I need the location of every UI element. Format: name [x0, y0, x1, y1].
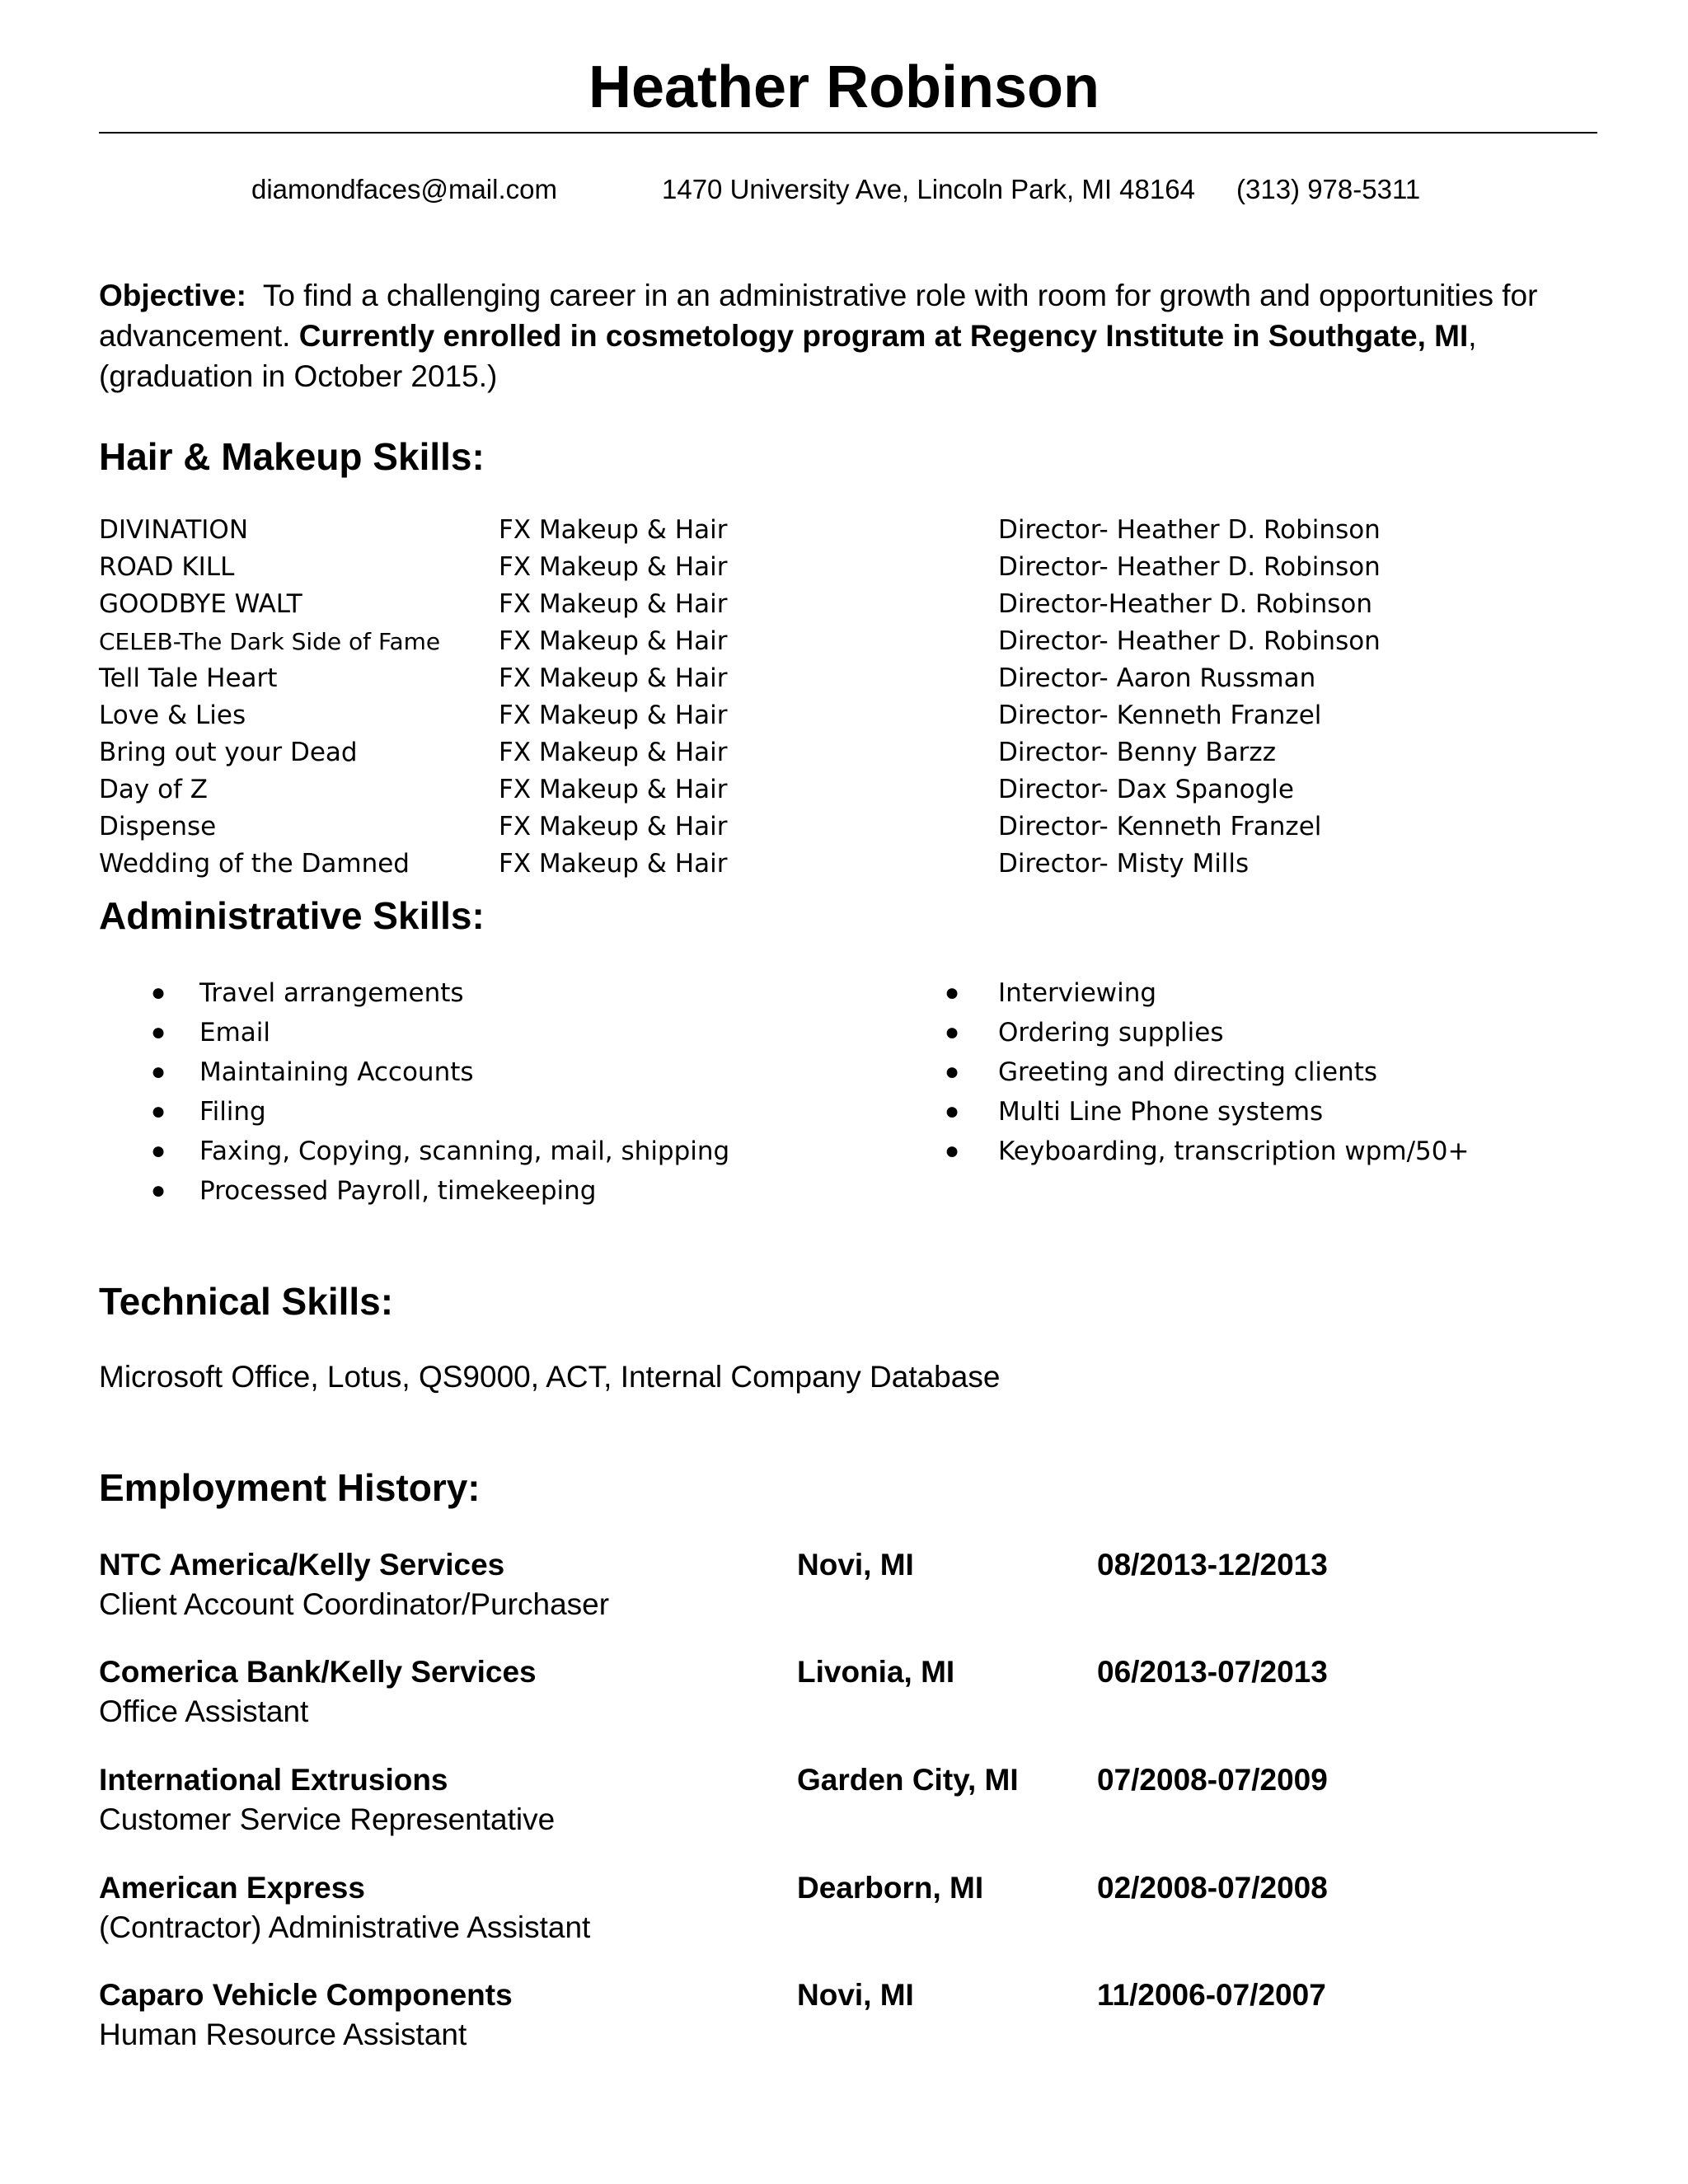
job-title: Office Assistant — [99, 1694, 309, 1728]
header-divider — [99, 132, 1597, 134]
film-role: FX Makeup & Hair — [499, 775, 728, 804]
bullet-icon: ● — [945, 979, 960, 1006]
job-location: Livonia, MI — [797, 1655, 955, 1689]
film-director: Director- Kenneth Franzel — [998, 701, 1322, 730]
film-role: FX Makeup & Hair — [499, 626, 728, 656]
objective-graduation: (graduation in October 2015.) — [99, 359, 498, 393]
film-role: FX Makeup & Hair — [499, 552, 728, 582]
film-director: Director- Benny Barzz — [998, 738, 1276, 767]
technical-skills-heading: Technical Skills: — [99, 1280, 394, 1323]
admin-skill-item: Email — [199, 1018, 271, 1047]
film-title: GOODBYE WALT — [99, 589, 302, 619]
job-location: Novi, MI — [797, 1548, 914, 1582]
film-director: Director- Kenneth Franzel — [998, 812, 1322, 841]
job-dates: 06/2013-07/2013 — [1097, 1655, 1328, 1689]
film-title: Love & Lies — [99, 701, 246, 730]
film-title: DIVINATION — [99, 515, 249, 545]
job-dates: 07/2008-07/2009 — [1097, 1763, 1328, 1797]
job-location: Novi, MI — [797, 1978, 914, 2012]
film-role: FX Makeup & Hair — [499, 738, 728, 767]
technical-skills-text: Microsoft Office, Lotus, QS9000, ACT, Internal Company Database — [99, 1360, 1001, 1394]
admin-skill-item: Processed Payroll, timekeeping — [199, 1176, 597, 1206]
film-director: Director- Heather D. Robinson — [998, 626, 1381, 656]
admin-skill-item: Keyboarding, transcription wpm/50+ — [998, 1137, 1470, 1166]
bullet-icon: ● — [945, 1137, 960, 1165]
film-title: Wedding of the Damned — [99, 849, 410, 879]
employment-heading: Employment History: — [99, 1466, 481, 1509]
bullet-icon: ● — [151, 1137, 166, 1165]
admin-skill-item: Maintaining Accounts — [199, 1057, 474, 1087]
film-role: FX Makeup & Hair — [499, 589, 728, 619]
job-dates: 02/2008-07/2008 — [1097, 1871, 1328, 1905]
film-director: Director-Heather D. Robinson — [998, 589, 1372, 619]
job-location: Garden City, MI — [797, 1763, 1019, 1797]
film-title: Bring out your Dead — [99, 738, 358, 767]
job-dates: 08/2013-12/2013 — [1097, 1548, 1328, 1582]
objective-comma: , — [1468, 319, 1477, 353]
job-company: American Express — [99, 1871, 365, 1905]
job-title: Client Account Coordinator/Purchaser — [99, 1587, 610, 1621]
bullet-icon: ● — [945, 1098, 960, 1125]
contact-email: diamondfaces@mail.com — [251, 174, 557, 204]
objective-label: Objective: — [99, 279, 246, 312]
film-director: Director- Aaron Russman — [998, 663, 1316, 693]
admin-skill-item: Filing — [199, 1097, 266, 1127]
admin-skill-item: Multi Line Phone systems — [998, 1097, 1324, 1127]
bullet-icon: ● — [945, 1058, 960, 1085]
admin-skill-item: Faxing, Copying, scanning, mail, shipping — [199, 1137, 730, 1166]
bullet-icon: ● — [151, 1098, 166, 1125]
film-role: FX Makeup & Hair — [499, 663, 728, 693]
admin-skill-item: Travel arrangements — [199, 978, 464, 1008]
film-role: FX Makeup & Hair — [499, 849, 728, 879]
bullet-icon: ● — [151, 1019, 166, 1046]
admin-skill-item: Ordering supplies — [998, 1018, 1224, 1047]
film-role: FX Makeup & Hair — [499, 812, 728, 841]
film-role: FX Makeup & Hair — [499, 515, 728, 545]
job-title: Human Resource Assistant — [99, 2018, 467, 2051]
film-title: Tell Tale Heart — [99, 663, 278, 693]
film-director: Director- Heather D. Robinson — [998, 552, 1381, 582]
film-role: FX Makeup & Hair — [499, 701, 728, 730]
film-title: CELEB-The Dark Side of Fame — [99, 628, 441, 655]
film-title: Day of Z — [99, 775, 209, 804]
bullet-icon: ● — [151, 1177, 166, 1204]
job-company: NTC America/Kelly Services — [99, 1548, 505, 1582]
admin-skill-item: Greeting and directing clients — [998, 1057, 1378, 1087]
job-title: (Contractor) Administrative Assistant — [99, 1910, 591, 1944]
contact-phone: (313) 978-5311 — [1236, 174, 1421, 204]
job-location: Dearborn, MI — [797, 1871, 984, 1905]
job-company: International Extrusions — [99, 1763, 448, 1797]
job-dates: 11/2006-07/2007 — [1097, 1978, 1326, 2012]
admin-skill-item: Interviewing — [998, 978, 1157, 1008]
hair-makeup-heading: Hair & Makeup Skills: — [99, 435, 485, 478]
film-title: Dispense — [99, 812, 217, 841]
job-title: Customer Service Representative — [99, 1802, 556, 1836]
objective-paragraph — [99, 275, 1591, 396]
film-director: Director- Heather D. Robinson — [998, 515, 1381, 545]
bullet-icon: ● — [151, 1058, 166, 1085]
objective-text: To find a challenging career in an administrative role with room for growth and opportunities for advancement. — [99, 279, 1538, 353]
admin-skills-heading: Administrative Skills: — [99, 894, 485, 937]
film-title: ROAD KILL — [99, 552, 235, 582]
contact-address: 1470 University Ave, Lincoln Park, MI 48164 — [662, 174, 1195, 204]
bullet-icon: ● — [945, 1019, 960, 1046]
film-director: Director- Misty Mills — [998, 849, 1250, 879]
film-director: Director- Dax Spanogle — [998, 775, 1294, 804]
job-company: Caparo Vehicle Components — [99, 1978, 513, 2012]
resume-name: Heather Robinson — [588, 54, 1100, 120]
bullet-icon: ● — [151, 979, 166, 1006]
job-company: Comerica Bank/Kelly Services — [99, 1655, 537, 1689]
objective-enrollment: Currently enrolled in cosmetology program at Regency Institute in Southgate, MI — [298, 319, 1469, 353]
